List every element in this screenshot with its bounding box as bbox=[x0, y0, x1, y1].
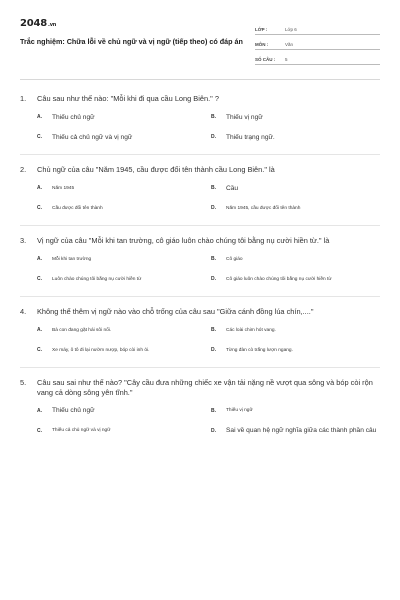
option-text: Thiếu cả chủ ngữ và vị ngữ bbox=[52, 133, 133, 141]
option-b[interactable] bbox=[211, 406, 385, 416]
meta-value: Lớp 6 bbox=[285, 27, 297, 32]
option-a[interactable] bbox=[37, 406, 211, 416]
question-text bbox=[20, 378, 380, 398]
option-c[interactable] bbox=[37, 426, 211, 436]
option-text: Các loài chim hót vang. bbox=[226, 327, 276, 333]
question-5 bbox=[20, 378, 380, 436]
question-number: 4. bbox=[20, 307, 27, 316]
option-letter: B. bbox=[211, 256, 216, 262]
option-text: Cô giáo luôn chào chúng tôi bằng nụ cười hiền từ bbox=[226, 276, 332, 282]
option-grid bbox=[37, 254, 380, 284]
question-stem: Vị ngữ của câu "Mỗi khi tan trường, cô giáo luôn chào chúng tôi bằng nụ cười hiền từ." là bbox=[37, 236, 330, 245]
option-d[interactable] bbox=[211, 203, 385, 213]
question-stem: Chủ ngữ của câu "Năm 1945, cầu được đổi tên thành cầu Long Biên." là bbox=[37, 165, 275, 174]
option-letter: A. bbox=[37, 408, 42, 414]
option-letter: B. bbox=[211, 114, 216, 120]
option-letter: C. bbox=[37, 428, 42, 434]
option-letter: B. bbox=[211, 185, 216, 191]
question-stem: Không thể thêm vị ngữ nào vào chỗ trống của câu sau "Giữa cánh đồng lúa chín,...." bbox=[37, 307, 314, 316]
meta-label: MÔN : bbox=[255, 42, 269, 47]
question-2 bbox=[20, 165, 380, 226]
question-number: 5. bbox=[20, 378, 27, 387]
option-text: Cô giáo bbox=[226, 256, 243, 262]
question-1 bbox=[20, 94, 380, 155]
option-letter: D. bbox=[211, 428, 216, 434]
meta-row-class bbox=[255, 20, 380, 35]
option-text: Xe máy, ô tô đi lại nườm nượp, bóp còi inh ỏi. bbox=[52, 347, 150, 353]
option-b[interactable] bbox=[211, 325, 385, 335]
header bbox=[20, 18, 380, 65]
meta-value: 5 bbox=[285, 57, 288, 62]
question-number: 1. bbox=[20, 94, 27, 103]
option-grid bbox=[37, 183, 380, 213]
option-a[interactable] bbox=[37, 254, 211, 264]
option-text: Mỗi khi tan trường bbox=[52, 256, 92, 262]
option-letter: B. bbox=[211, 327, 216, 333]
option-a[interactable] bbox=[37, 183, 211, 193]
meta-label: LỚP : bbox=[255, 27, 268, 32]
option-d[interactable] bbox=[211, 274, 385, 284]
question-divider bbox=[20, 367, 380, 368]
option-letter: C. bbox=[37, 205, 42, 211]
option-a[interactable] bbox=[37, 325, 211, 335]
option-text: Thiếu trạng ngữ. bbox=[226, 133, 275, 141]
question-stem: Câu sau như thế nào: "Mỗi khi đi qua cầu Long Biên." ? bbox=[37, 94, 219, 103]
question-3 bbox=[20, 236, 380, 297]
option-d[interactable] bbox=[211, 345, 385, 355]
option-c[interactable] bbox=[37, 345, 211, 355]
question-number: 2. bbox=[20, 165, 27, 174]
question-divider bbox=[20, 225, 380, 226]
meta-value: Văn bbox=[285, 42, 294, 47]
question-divider bbox=[20, 154, 380, 155]
question-4 bbox=[20, 307, 380, 368]
option-text: Thiếu vị ngữ bbox=[226, 113, 263, 121]
question-number: 3. bbox=[20, 236, 27, 245]
option-text: Cầu bbox=[226, 184, 239, 192]
option-letter: B. bbox=[211, 408, 216, 414]
option-grid bbox=[37, 406, 380, 436]
question-text bbox=[20, 307, 380, 317]
option-text: Năm 1945, cầu được đổi tên thành bbox=[226, 205, 301, 211]
option-letter: C. bbox=[37, 347, 42, 353]
header-left bbox=[20, 18, 250, 46]
option-letter: D. bbox=[211, 134, 216, 140]
option-letter: A. bbox=[37, 327, 42, 333]
meta-box bbox=[255, 20, 380, 65]
option-text: Thiếu chủ ngữ bbox=[52, 407, 95, 414]
meta-row-count bbox=[255, 50, 380, 65]
option-letter: C. bbox=[37, 276, 42, 282]
option-letter: A. bbox=[37, 185, 42, 191]
question-text bbox=[20, 165, 380, 175]
option-letter: D. bbox=[211, 205, 216, 211]
question-divider bbox=[20, 296, 380, 297]
option-text: Sai về quan hệ ngữ nghĩa giữa các thành phần câu bbox=[226, 427, 377, 434]
option-d[interactable] bbox=[211, 426, 385, 436]
option-text: Thiếu vị ngữ bbox=[226, 408, 253, 413]
option-a[interactable] bbox=[37, 112, 211, 122]
question-stem: Câu sau sai như thế nào? "Cây cầu đưa những chiếc xe vận tải nặng nề vượt qua sông và bóp còi rộn vang cả dòng sông yên tĩnh." bbox=[37, 378, 373, 397]
logo-text: 2048 bbox=[20, 18, 48, 29]
option-letter: D. bbox=[211, 347, 216, 353]
option-grid bbox=[37, 112, 380, 142]
option-letter: D. bbox=[211, 276, 216, 282]
site-logo[interactable] bbox=[20, 18, 250, 29]
question-text bbox=[20, 94, 380, 104]
question-text bbox=[20, 236, 380, 246]
option-c[interactable] bbox=[37, 132, 211, 142]
meta-label: SỐ CÂU : bbox=[255, 57, 276, 62]
option-c[interactable] bbox=[37, 274, 211, 284]
option-text: Thiếu cả chủ ngữ và vị ngữ bbox=[52, 428, 111, 433]
option-text: Luôn chào chúng tôi bằng nụ cười hiền từ bbox=[52, 276, 142, 282]
option-c[interactable] bbox=[37, 203, 211, 213]
option-text: Cầu được đổi tên thành bbox=[52, 205, 103, 211]
option-b[interactable] bbox=[211, 183, 385, 193]
option-grid bbox=[37, 325, 380, 355]
option-letter: A. bbox=[37, 256, 42, 262]
logo-suffix: .vn bbox=[48, 22, 57, 28]
option-d[interactable] bbox=[211, 132, 385, 142]
option-text: Bà con đang gặt hái sôi nổi. bbox=[52, 327, 112, 333]
option-text: Thiếu chủ ngữ bbox=[52, 113, 95, 121]
page-title: Trắc nghiệm: Chữa lỗi về chủ ngữ và vị ngữ (tiếp theo) có đáp án bbox=[20, 37, 243, 46]
option-letter: A. bbox=[37, 114, 42, 120]
option-text: Năm 1945 bbox=[52, 185, 75, 191]
option-letter: C. bbox=[37, 134, 42, 140]
option-b[interactable] bbox=[211, 254, 385, 264]
option-text: Từng đàn cò trắng lượn ngang. bbox=[226, 347, 293, 353]
meta-row-subject bbox=[255, 35, 380, 50]
option-b[interactable] bbox=[211, 112, 385, 122]
header-divider bbox=[20, 79, 380, 80]
